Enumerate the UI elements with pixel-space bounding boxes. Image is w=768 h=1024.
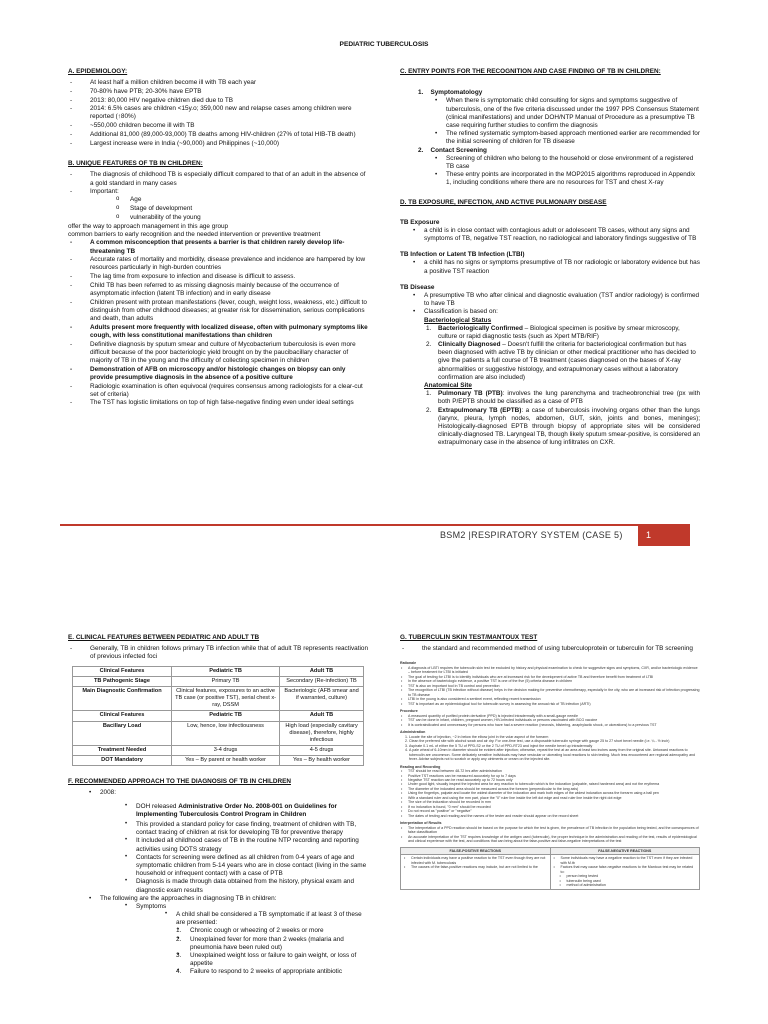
list-item: • TST is also an important tool in TB control and prevention	[400, 684, 700, 688]
table-cell: Treatment Needed	[73, 745, 172, 755]
table-cell: Pediatric TB	[172, 711, 280, 721]
list-item: - Accurate rates of mortality and morbidity, disease prevalence and incidence are hampered by low resources particularly in high-burden countries	[68, 256, 368, 272]
sub-item: • It included all childhood cases of TB in the routine NTP recording and reporting activities using DOTS strategy	[124, 837, 368, 853]
left-column-2	[68, 634, 368, 977]
table-cell: Bacillary Load	[73, 721, 172, 745]
table-cell: High load (especially cavitary disease), therefore, highly infectious	[280, 721, 364, 745]
table-cell: Secondary (Re-infection) TB	[280, 676, 364, 686]
following-text: The following are the approaches in diagnosing TB in children:	[100, 894, 277, 902]
table-cell: Pediatric TB	[172, 666, 280, 676]
list-item: • The recognition of LTBI (TB infection without disease) helps in the decision making for preventive chemotherapy, especially in the city, who are at increased risk of infection progressing to TB disease	[400, 688, 700, 697]
list-item: • a child is in close contact with contagious adult or adolescent TB cases, without any signs and symptoms of TB, negative TST reaction, no radiological and laboratory findings suggestive of TB	[412, 227, 700, 243]
list-item: • The size of the induration should be recorded in mm	[400, 800, 700, 804]
year-sub-list	[124, 803, 368, 895]
list-item: - The diagnosis of childhood TB is especially difficult compared to that of an adult in the absence of a gold standard in many cases	[68, 171, 368, 187]
list-item: - At least half a million children become ill with TB each year	[68, 79, 368, 87]
sub-item: o Age	[116, 196, 368, 204]
reading-list	[400, 769, 700, 818]
rationale-heading: Rationale	[400, 661, 417, 666]
interpretation-heading: Interpretation of Results	[400, 821, 442, 826]
sub-item: • Diagnosis is made through data obtained from the history, physical exam and diagnostic exam results	[124, 878, 368, 894]
symptoms-sub-list	[124, 903, 368, 977]
table-cell: Bacteriologic (AFB smear and if warranted, culture)	[280, 686, 364, 710]
section-a-heading: A. EPIDEMIOLOGY:	[68, 68, 128, 75]
list-item: • The interpretation of a PPD reaction should be based on the purpose for which the test is given, the prevalence of TB infection in the population being tested, and the consequences of false classification	[400, 826, 700, 835]
table-row	[73, 721, 364, 745]
table-row	[73, 756, 364, 766]
list-item: • Screening of children who belong to the household or close environment of a registered TB case	[434, 155, 700, 171]
list-item: 4. A pale wheal of 6-10mm in diameter should be evident after injection; otherwise, repeat the test at an area at least two inches away from the original site. Untoward reactions to tuberculin are uncommon. Some delicately sensitive individuals may have vesicular or ulcerating local reactions to skin testing. Much less encountered are regional adenopathy and fever. Advise subjects not to scratch or apply any ointments or cream on the injected site.	[409, 748, 700, 761]
anatomical-list	[424, 390, 700, 447]
sub-item: • This provided a standard policy for case finding, treatment of children with TB, contact tracing of children at risk for developing TB for preventive therapy	[124, 821, 368, 837]
list-item: - ~550,000 children become ill with TB	[68, 122, 368, 130]
list-item: • It is contraindicated and unnecessary for persons who have had a severe reaction (necrosis, blistering, anaphylactic shock, or ulcerations) to a previous TST	[400, 723, 700, 727]
sub-item: o Stage of development	[116, 205, 368, 213]
after-text: common barriers to early recognition and the needed intervention or preventive treatment	[68, 230, 321, 238]
list-item: • method of administration	[559, 883, 698, 887]
list-item: - 2014: 6.5% cases are children <15y.o; 359,000 new and relapse cases among children were reported (↑80%)	[68, 105, 368, 121]
list-item: 3. Aspirate 0.1 mL of either the 5 TU of PPD-S2 or the 2 TU of PPD-RT23 and inject the needle bevel up intradermally	[409, 744, 700, 748]
list-item: • Certain individuals may have a positive reaction to the TST even though they are not infected with M. tuberculosis	[403, 856, 548, 865]
section-g-heading: G. TUBERCULIN SKIN TEST/MANTOUX TEST	[400, 634, 538, 641]
list-item: • Factors that may cause false-negative reactions to the Mantoux test may be related to:	[553, 865, 698, 874]
number: 1.	[418, 89, 424, 97]
disease-list	[412, 292, 700, 317]
bacteriological-heading: Bacteriological Status	[424, 316, 492, 324]
list-item	[68, 188, 368, 239]
exposure-heading: TB Exposure	[400, 218, 440, 226]
right-column-2	[400, 634, 710, 890]
list-item: - Definitive diagnosis by sputum smear and culture of Mycobacterium tuberculosis is even more difficult because of the poor bacteriologic yield brought on by the paucibacillary character of majority of TB in the young and the difficulty of collecting specimen in children	[68, 341, 368, 366]
list-item: 2. Clean the preferred site with alcohol swab and air dry. For one-time test, use a disposable tuberculin syringe with gauge 25 to 27 short bevel needle (i.e. ¼ - ½ inch)	[409, 739, 700, 743]
exposure-list	[412, 227, 700, 243]
symptom-criteria	[164, 911, 368, 977]
table-row	[73, 711, 364, 721]
subheading: Symptomatology	[430, 89, 483, 97]
procedure-heading: Procedure	[400, 709, 418, 714]
list-item: • The diameter of the indurated area should be measured across the forearm (perpendicular to the long axis)	[400, 787, 700, 791]
administration-heading: Administration	[400, 730, 426, 735]
list-item: 1. Locate the site of injection, ~2 in below the elbow joint in the volar aspect of the forearm	[409, 735, 700, 739]
section-e-heading: E. CLINICAL FEATURES BETWEEN PEDIATRIC AND ADULT TB	[68, 634, 260, 641]
clinical-features-list	[68, 645, 368, 661]
footer-label: BSM2 |RESPIRATORY SYSTEM (CASE 5)	[440, 530, 623, 540]
list-item	[88, 789, 368, 894]
sub-list	[116, 196, 368, 222]
list-item: - The TST has logistic limitations on top of high false-negative finding even under ideal settings	[68, 399, 368, 407]
symptomatology-list	[434, 97, 700, 146]
list-item: - Additional 81,000 (89,000-93,000) TB deaths among HIV-children (27% of total HIB-TB death)	[68, 131, 368, 139]
table-cell: Low, hence, low infectiousness	[172, 721, 280, 745]
table-cell: 4-5 drugs	[280, 745, 364, 755]
section-b-heading: B. UNIQUE FEATURES OF TB IN CHILDREN:	[68, 160, 203, 168]
list-item: - the standard and recommended method of using tuberculoprotein or tuberculin for TB screening	[400, 645, 710, 653]
list-item: • Positive TST reactions can be measured accurately for up to 7 days	[400, 774, 700, 778]
important-label: Important:	[90, 188, 119, 196]
list-item: • Classification is based on:	[412, 308, 700, 316]
administration-list	[400, 735, 700, 762]
anatomical-heading: Anatomical Site	[424, 382, 472, 389]
list-item: - A common misconception that presents a barrier is that children rarely develop life-threatening TB	[68, 239, 368, 255]
list-item: - Largest increase were in India (~90,000) and Philippines (~10,000)	[68, 140, 368, 148]
sub-item: • DOH released Administrative Order No. 2008-001 on Guidelines for Implementing Tuberculosis Control Program in Children	[124, 803, 368, 819]
list-item: • An accurate interpretation of the TST requires knowledge of the antigen used (tuberculin), the proper technique in the administration and reading of the test, results of epidemiological and clinical experience with the test, and conditions that can bring about the false-positive and false-negative interpretations of the test	[400, 835, 700, 844]
list-item: • If no induration is found, "0 mm" should be recorded	[400, 805, 700, 809]
list-item: - Radiologic examination is often equivocal (requires consensus among radiologists for a clear-cut set of criteria)	[68, 383, 368, 399]
table-row	[73, 676, 364, 686]
epidemiology-list	[68, 79, 368, 148]
page-number: 1	[646, 530, 652, 540]
list-item: • The goal of testing for LTBI is to identify individuals who are at increased risk for the development of active TB and therefore benefit from treatment of LTBI	[400, 675, 700, 679]
list-item: 2. Clinically Diagnosed – Doesn't fulfill the criteria for bacteriological confirmation but has been diagnosed with active TB by clinician or other medical practitioner who has decided to give the patients a full course of TB treatment (cases diagnosed on the bases of X-ray abnormalities or suggestive histology, and extrapulmonary cases without a laboratory confirmation are also included)	[426, 341, 696, 381]
left-column	[68, 68, 368, 408]
right-column	[400, 68, 700, 448]
procedure-list	[400, 714, 700, 727]
list-item: • A presumptive TB who after clinical and diagnostic evaluation (TST and/or radiology) is confirmed to have TB	[412, 292, 700, 308]
table-cell: Yes – By parent or health worker	[172, 756, 280, 766]
list-item: • In the absence of bacteriologic evidence, a positive TST is one of the five (5) criteria disease in children	[400, 679, 700, 683]
list-item: • A measured quantity of purified protein derivative (PPD) is injected intradermally with a small-gauge needle	[400, 714, 700, 718]
table-row	[73, 666, 364, 676]
list-item: • The causes of the false-positive reactions may include, but are not limited to the	[403, 865, 548, 869]
list-item: - Children present with protean manifestations (fever, cough, weight loss, weakness, etc.) difficult to distinguish from other childhood diseases; at greater risk for dissemination, serious complications and death, than adults	[68, 299, 368, 324]
after-text: offer the way to approach management in this age group	[68, 222, 229, 230]
table-row	[73, 686, 364, 710]
number: 2.	[418, 146, 424, 154]
table-cell: Adult TB	[280, 666, 364, 676]
list-item: - Adults present more frequently with localized disease, often with pulmonary symptoms like cough, with less constitutional manifestations than children	[68, 324, 368, 340]
year-label: 2008:	[100, 789, 116, 797]
table-row	[73, 745, 364, 755]
table-cell: Main Diagnostic Confirmation	[73, 686, 172, 710]
list-item: 2. Extrapulmonary TB (EPTB): a case of tuberculosis involving organs other than the lungs (larynx, pleura, lymph nodes, abdomen, GUT, skin, joints and bones, meninges); Histologically-diagnosed EPTB through biopsy of appropriate sites will be considered clinically-diagnosed TB. Laryngeal TB, though likely sputum smear-positive, is considered an extrapulmonary case in the absence of lung infiltrates on CXR.	[426, 406, 700, 447]
tst-embedded-document	[400, 661, 700, 889]
subheading: Contact Screening	[430, 146, 487, 154]
table-cell: Primary TB	[172, 676, 280, 686]
approach-list	[88, 789, 368, 976]
bacteriological-list	[424, 325, 700, 382]
table-cell: Yes – By health worker	[280, 756, 364, 766]
false-reactions-table	[400, 847, 700, 890]
table-cell: Clinical features, exposures to an active TB case (or positive TST), serial chest x-ray, DSSM	[172, 686, 280, 710]
table-cell: 3-4 drugs	[172, 745, 280, 755]
false-negative-header: FALSE-NEGATIVE REACTIONS	[550, 847, 700, 854]
list-item: • Some individuals may have a negative reaction to the TST even if they are infected with M.tb	[553, 856, 698, 865]
interpretation-list	[400, 826, 700, 844]
list-item: - Child TB has been referred to as missing diagnosis mainly because of the occurrence of asymptomatic infection (latent TB infection) and in early disease	[68, 282, 368, 298]
ltbi-heading: TB Infection or Latent TB Infection (LTBI)	[400, 251, 525, 259]
sub-item: o vulnerability of the young	[116, 214, 368, 222]
list-item: • Using the fingertips, palpate and locate the widest diameter of the induration and mark both edges of the widest induration across the forearm using a ball pen	[400, 791, 700, 795]
list-item: - Generally, TB in children follows primary TB infection while that of adult TB represents reactivation of previous infected foci	[68, 645, 368, 661]
page-gap	[0, 552, 768, 608]
comparison-table	[72, 666, 364, 767]
list-item: • 1. Chronic cough or wheezing of 2 weeks or more	[176, 927, 368, 935]
symptom-numbered-list	[176, 927, 368, 976]
list-item: 1. Pulmonary TB (PTB): involves the lung parenchyma and tracheobronchial tree (px with both P/EPTB should be classified as a case of PTB	[426, 390, 700, 406]
list-item: • The dates of testing and reading and the names of the tester and reader should appear on the record sheet	[400, 814, 700, 818]
contact-screening-list	[434, 155, 700, 188]
tst-intro-list	[400, 645, 710, 653]
false-positive-header: FALSE-POSITIVE REACTIONS	[401, 847, 551, 854]
sub-item: • Contacts for screening were defined as all children from 0-4 years of age and symptomatic children from 5-14 years who are in close contact (living in the same household or infrequent contact) with a case of PTB	[124, 854, 368, 879]
symptomatology-block	[400, 89, 700, 187]
list-item: • TST can be done in infant, children, pregnant women, HIV-infected individuals or persons vaccinated with BCG vaccine	[400, 718, 700, 722]
list-item: • These entry points are incorporated in the MOP2015 algorithms reproduced in Appendix 1, including conditions where there are no resources for TST and chest X-ray	[434, 171, 700, 187]
table-cell: Clinical Features	[73, 666, 172, 676]
list-item: - Demonstration of AFB on microscopy and/or histologic changes on biopsy can only provide presumptive diagnosis in the absence of a positive culture	[68, 366, 368, 382]
table-cell: DOT Mandatory	[73, 756, 172, 766]
list-item: • LTBI in the young is also considered a sentinel event, reflecting recent transmission	[400, 697, 700, 701]
section-c-heading: C. ENTRY POINTS FOR THE RECOGNITION AND CASE FINDING OF TB IN CHILDREN:	[400, 68, 661, 75]
reading-heading: Reading and Recording	[400, 764, 441, 769]
footer-rule	[60, 524, 640, 526]
list-item: • The refined systematic symptom-based approach mentioned earlier are recommended for the initial screening of children for TB disease	[434, 130, 700, 146]
list-item: • Negative TST reaction can be read accurately up to 72 hours only	[400, 778, 700, 782]
table-cell: TB Pathogenic Stage	[73, 676, 172, 686]
page-number-badge	[638, 524, 690, 546]
list-item: • Under good light, visually inspect the injected area for any reaction to tuberculin which is the induration (palpable, raised hardened area) and not the erythema	[400, 782, 700, 786]
ltbi-list	[412, 259, 700, 275]
section-f-heading: F. RECOMMENDED APPROACH TO THE DIAGNOSIS OF TB IN CHILDREN	[68, 778, 291, 786]
list-item: • TST is important as an epidemiological tool for tuberculin survey in assessing the annual risk of TB infection (ARTI)	[400, 702, 700, 706]
list-item: • a child has no signs or symptoms presumptive of TB nor radiologic or laboratory evidence but has a positive TST reaction	[412, 259, 700, 275]
list-item: • With a standard ruler and using the mm part, place the "0" ruler line inside the left dot edge and read ruler line inside the right dot edge	[400, 796, 700, 800]
table-cell: Clinical Features	[73, 711, 172, 721]
list-item: • When there is symptomatic child consulting for signs and symptoms suggestive of tuberculosis, one of the five criteria discussed under the 1997 PPS Consensus Statement (clinical manifestations) and under DOH/NTP Manual of Procedure as a presumptive TB case requiring further studies to confirm the diagnosis	[434, 97, 700, 130]
list-item: - 2013: 80,000 HIV negative children died due to TB	[68, 97, 368, 105]
list-item: • 4. Failure to respond to 2 weeks of appropriate antibiotic	[176, 968, 368, 976]
list-item: • 3. Unexplained weight loss or failure to gain weight, or loss of appetite	[176, 952, 368, 968]
document-title: PEDIATRIC TUBERCULOSIS	[339, 41, 429, 48]
disease-heading: TB Disease	[400, 283, 435, 291]
list-item: 1. Bacteriologically Confirmed – Biological specimen is positive by smear microscopy, culture or rapid diagnostic tests (such as Xpert MTB/RIF)	[426, 324, 680, 340]
list-item: - 70-80% have PTB; 20-30% have EPTB	[68, 88, 368, 96]
list-item: • Do not record as "positive" or "negative"	[400, 809, 700, 813]
sub-item: • Symptoms • A child shall be considered a TB symptomatic if at least 3 of these are presented: • 1. Chronic cough or wheezing of 2 weeks or more • 2. Unexplained fever for more than 2 weeks (malaria and pneumonia have been ruled out) • 3. Unexplained weight loss or failure to gain weight, or loss of appetite • 4. Failure to respond to 2 weeks of appropriate antibiotic	[124, 903, 368, 977]
list-item: • A child shall be considered a TB symptomatic if at least 3 of these are presented: • 1. Chronic cough or wheezing of 2 weeks or more • 2. Unexplained fever for more than 2 weeks (malaria and pneumonia have been ruled out) • 3. Unexplained weight loss or failure to gain weight, or loss of appetite • 4. Failure to respond to 2 weeks of appropriate antibiotic	[164, 911, 368, 977]
list-item: • A diagnosis of LBTI requires the tuberculin skin test be excluded by history and physical examination to check for suggestive signs and symptoms, CXR, and/or bacteriologic evidence – before treatment for LTBI is initiated	[400, 666, 700, 675]
list-item	[88, 895, 368, 977]
list-item: • 2. Unexplained fever for more than 2 weeks (malaria and pneumonia have been ruled out)	[176, 936, 368, 952]
false-negative-cell	[550, 855, 700, 889]
list-item: • person being tested	[559, 874, 698, 878]
table-cell: Adult TB	[280, 711, 364, 721]
false-positive-cell	[401, 855, 551, 889]
list-item: • tuberculin being used	[559, 879, 698, 883]
list-item: - The lag time from exposure to infection and disease is difficult to assess.	[68, 273, 368, 281]
section-d-heading: D. TB EXPOSURE, INFECTION, AND ACTIVE PULMONARY DISEASE	[400, 199, 607, 207]
rationale-list	[400, 666, 700, 706]
list-item: • TST should be read between 48-72 hrs after administration	[400, 769, 700, 773]
page-2	[0, 608, 768, 1024]
unique-features-list	[68, 171, 368, 407]
